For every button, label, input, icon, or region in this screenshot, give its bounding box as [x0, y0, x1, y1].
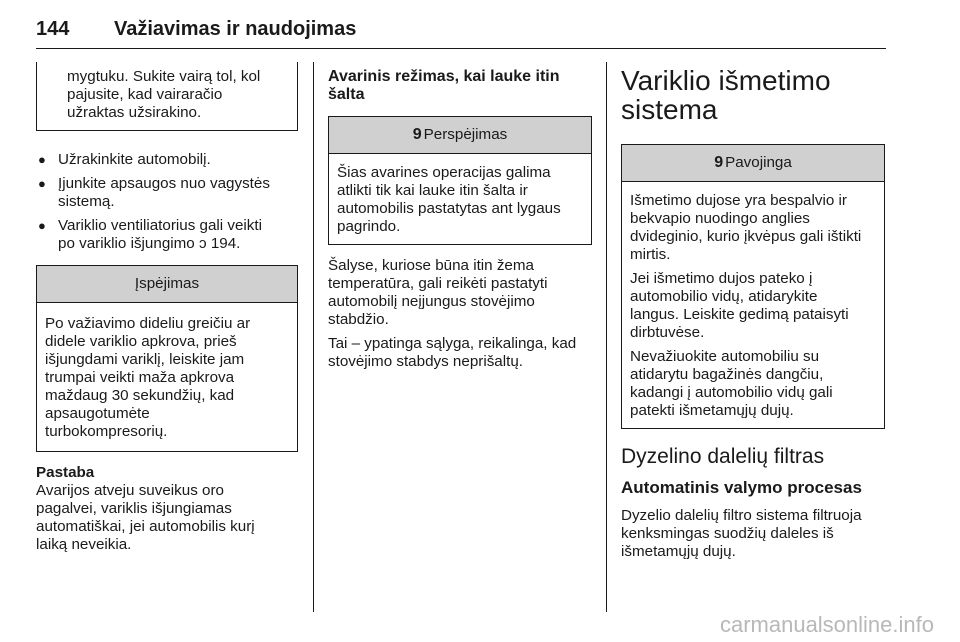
header-rule — [36, 48, 886, 49]
list-item: ● Įjunkite apsaugos nuo vagystės sistemą. — [38, 175, 270, 210]
warning-box — [36, 265, 298, 452]
note — [36, 464, 298, 554]
caution-header — [329, 117, 591, 154]
paragraph: Tai – ypatinga sąlyga, reikalinga, kad stovėjimo stabdys neprišaltų. — [328, 335, 577, 370]
paragraph: Dyzelio dalelių filtro sistema filtruoja kenksmingas suodžių daleles iš išmetamųjų dujų. — [621, 507, 862, 560]
warning-title: Įspėjimas — [37, 266, 297, 303]
warning-triangle-icon: 9 — [412, 126, 422, 143]
paragraph: Šalyse, kuriose būna itin žema temperatūra, gali reikėti pastatyti automobilį neįjungus stovėjimo stabdžio. — [328, 257, 548, 328]
column-middle — [328, 62, 592, 371]
bullet-icon: ● — [38, 152, 46, 167]
bullet-icon: ● — [38, 218, 46, 233]
caution-title: Perspėjimas — [423, 126, 508, 143]
page-header — [36, 0, 886, 52]
danger-box — [621, 144, 885, 429]
danger-paragraph: Jei išmetimo dujos pateko į automobilio vidų, atidarykite langus. Leiskite gedimą pataisyti dirbtuvėse. — [630, 270, 849, 341]
column-divider — [606, 62, 607, 612]
subsubsection-title: Automatinis valymo procesas — [621, 478, 862, 497]
section-heading: Avarinis režimas, kai lauke itin šalta — [328, 68, 560, 103]
caution-text: Šias avarines operacijas galima atlikti tik kai lauke itin šalta ir automobilis pastatytas ant lygaus pagrindo. — [337, 164, 561, 235]
section-title: Variklio išmetimo sistema — [621, 65, 831, 125]
danger-header — [622, 145, 884, 182]
danger-text — [622, 182, 884, 428]
danger-paragraph: Išmetimo dujose yra bespalvio ir bekvapio nuodingo anglies dvideginio, kurio įkvėpus gali ištikti mirtis. — [630, 192, 862, 263]
warning-triangle-icon: 9 — [714, 154, 724, 171]
bullet-icon: ● — [38, 176, 46, 191]
page-number: 144 — [36, 18, 70, 40]
continued-box — [36, 62, 298, 131]
continued-text: mygtuku. Sukite vairą tol, kol pajusite, kad vairaračio užraktas užsirakino. — [67, 68, 261, 121]
subsection-title: Dyzelino dalelių filtras — [621, 445, 825, 468]
list-item: ● Variklio ventiliatorius gali veikti po variklio išjungimo ↄ 194. — [38, 217, 262, 252]
note-text: Avarijos atveju suveikus oro pagalvei, variklis išjungiamas automatiškai, jei automobilis kurį laiką neveikia. — [36, 482, 255, 553]
danger-title: Pavojinga — [725, 154, 792, 171]
bullet-list — [36, 151, 298, 253]
warning-text: Po važiavimo dideliu greičiu ar didele variklio apkrova, prieš išjungdami variklį, leiskite jam trumpai veikti maža apkrova maždaug 30 sekundžių, kad apsaugotumėte turbokompresorių. — [45, 315, 251, 440]
watermark: carmanualsonline.info — [719, 612, 934, 637]
chapter-title: Važiavimas ir naudojimas — [114, 18, 357, 40]
column-divider — [313, 62, 314, 612]
column-right — [621, 62, 885, 561]
list-item: ● Užrakinkite automobilį. — [38, 151, 211, 168]
note-title: Pastaba — [36, 464, 95, 481]
column-left — [36, 62, 298, 554]
page-reference[interactable]: 194. — [210, 235, 241, 252]
danger-paragraph: Nevažiuokite automobiliu su atidarytu bagažinės dangčiu, kadangi į automobilio vidų gali patekti išmetamųjų dujų. — [630, 348, 833, 419]
page-reference-icon[interactable]: ↄ — [198, 235, 207, 252]
caution-box — [328, 116, 592, 245]
